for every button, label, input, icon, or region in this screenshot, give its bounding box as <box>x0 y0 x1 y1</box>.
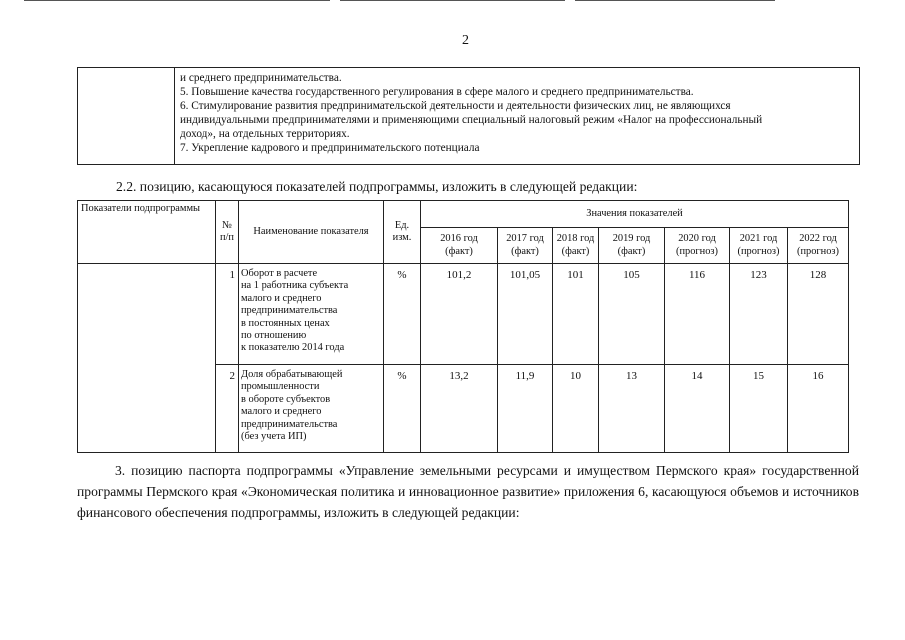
continuation-line: доход», на отдельных территориях. <box>180 128 350 141</box>
value-cell: 13 <box>599 365 665 453</box>
section-2-2-heading: 2.2. позицию, касающуюся показателей подпрограммы, изложить в следующей редакции: <box>116 179 638 194</box>
value-cell: 128 <box>788 264 849 365</box>
indicators-empty-cell <box>78 264 216 453</box>
header-year: 2020 год (прогноз) <box>665 228 730 264</box>
header-number: № п/п <box>216 201 239 264</box>
header-year: 2018 год (факт) <box>553 228 599 264</box>
row-number: 1 <box>216 264 239 365</box>
value-cell: 105 <box>599 264 665 365</box>
section-3-paragraph: 3. позицию паспорта подпрограммы «Управление земельными ресурсами и имуществом Пермского края» государственной программы Пермского края «Экономическая политика и инновационное развитие» приложения 6, касающуюся объемов и источников финансового обеспечения подпрограммы, изложить в следующей редакции: <box>77 463 859 520</box>
value-cell: 11,9 <box>498 365 553 453</box>
top-border-line <box>575 0 775 1</box>
header-year: 2016 год (факт) <box>421 228 498 264</box>
continuation-line: и среднего предпринимательства. <box>180 72 342 84</box>
header-values: Значения показателей <box>421 201 849 228</box>
header-indicator-name: Наименование показателя <box>239 201 384 264</box>
value-cell: 13,2 <box>421 365 498 453</box>
top-border-line <box>340 0 565 1</box>
value-cell: 15 <box>730 365 788 453</box>
page-number: 2 <box>462 33 469 48</box>
header-year: 2022 год (прогноз) <box>788 228 849 264</box>
continuation-table <box>77 67 860 165</box>
indicator-name: Оборот в расчете на 1 работника субъекта малого и среднего предпринимательства в постоянных ценах по отношению к показателю 2014 года <box>239 264 384 365</box>
header-year: 2021 год (прогноз) <box>730 228 788 264</box>
indicator-name: Доля обрабатывающей промышленности в обороте субъектов малого и среднего предпринимательства (без учета ИП) <box>239 365 384 453</box>
top-border-line <box>24 0 330 1</box>
continuation-line: 6. Стимулирование развития предпринимательской деятельности и деятельности физических лиц, не являющихся <box>180 100 731 113</box>
header-indicators: Показатели подпрограммы <box>78 201 216 264</box>
header-year: 2017 год (факт) <box>498 228 553 264</box>
value-cell: 16 <box>788 365 849 453</box>
value-cell: 101 <box>553 264 599 365</box>
value-cell: 101,2 <box>421 264 498 365</box>
continuation-line: 5. Повышение качества государственного регулирования в сфере малого и среднего предпринимательства. <box>180 86 694 99</box>
header-year: 2019 год (факт) <box>599 228 665 264</box>
continuation-line: индивидуальными предпринимателями и применяющими специальный налоговый режим «Налог на профессиональный <box>180 114 763 127</box>
value-cell: 14 <box>665 365 730 453</box>
row-number: 2 <box>216 365 239 453</box>
value-cell: 116 <box>665 264 730 365</box>
continuation-line: 7. Укрепление кадрового и предпринимательского потенциала <box>180 142 480 155</box>
value-cell: 101,05 <box>498 264 553 365</box>
continuation-text-cell <box>180 71 851 156</box>
continuation-left-cell <box>78 68 175 164</box>
value-cell: 10 <box>553 365 599 453</box>
unit-cell: % <box>384 365 421 453</box>
value-cell: 123 <box>730 264 788 365</box>
table-row <box>78 264 849 365</box>
unit-cell: % <box>384 264 421 365</box>
indicators-table <box>77 200 849 453</box>
header-unit: Ед. изм. <box>384 201 421 264</box>
